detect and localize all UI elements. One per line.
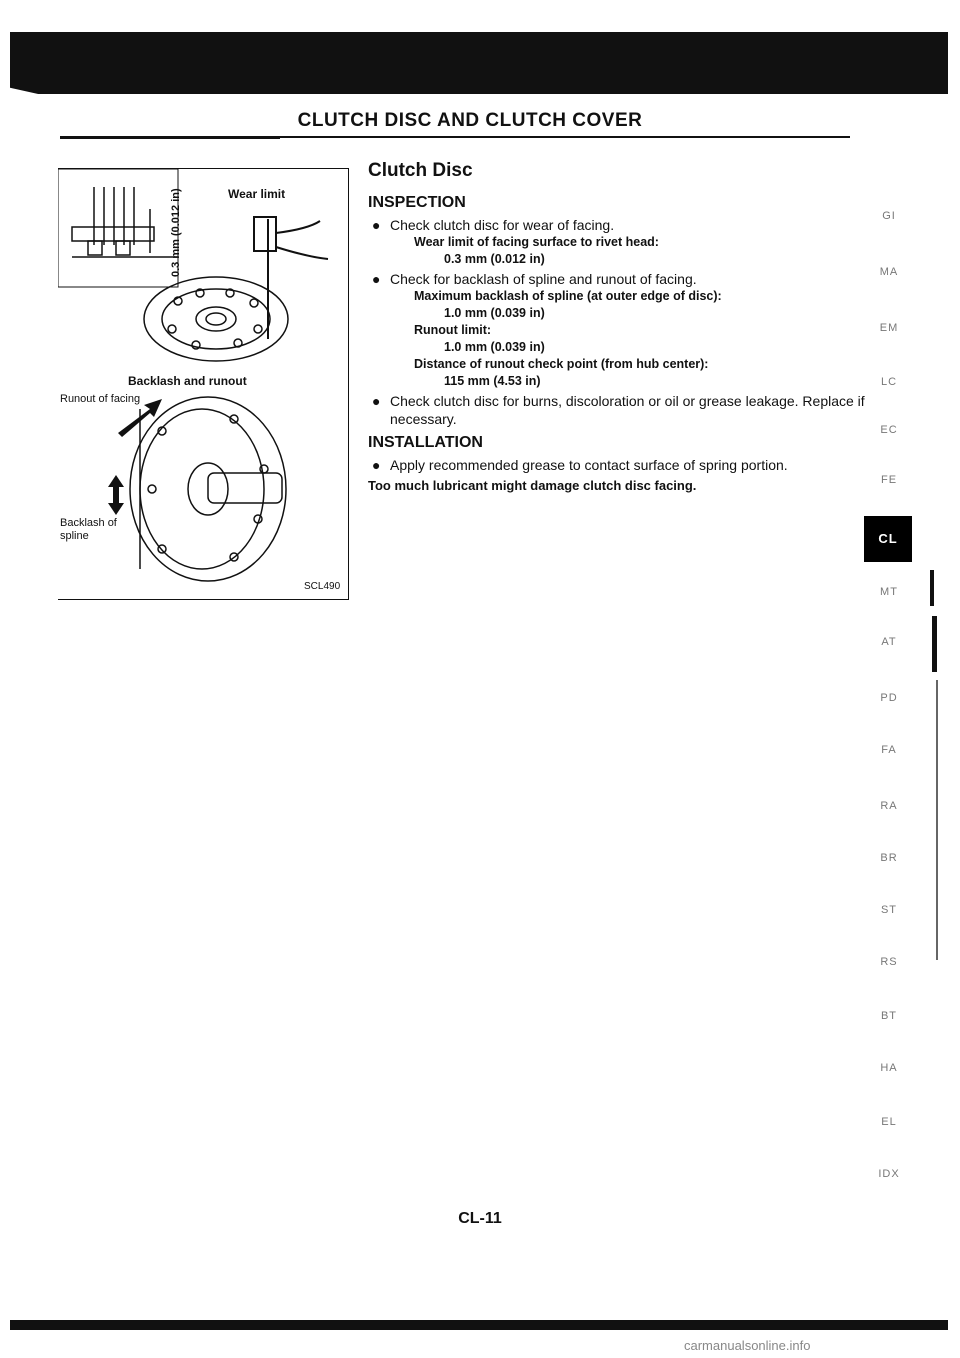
tab-ha[interactable]: HA [880, 1062, 898, 1074]
inspection-text: Check clutch disc for burns, discoloration or oil or grease leakage. Replace if necessary. [390, 393, 865, 427]
page-title: CLUTCH DISC AND CLUTCH COVER [297, 110, 643, 131]
backlash-spec-value: 1.0 mm (0.039 in) [444, 306, 545, 320]
tab-fa[interactable]: FA [881, 744, 897, 756]
tab-fe[interactable]: FE [880, 474, 898, 486]
bullet-icon: ● [372, 271, 381, 287]
tab-idx[interactable]: IDX [878, 1168, 900, 1180]
page-number: CL-11 [458, 1210, 502, 1227]
runout-limit-value: 1.0 mm (0.039 in) [444, 340, 545, 354]
inset-box [58, 169, 178, 287]
facing-measure-drawing [72, 187, 178, 257]
tab-pd[interactable]: PD [880, 692, 898, 704]
inspection-text: Check clutch disc for wear of facing. [390, 217, 615, 233]
tab-mt[interactable]: MT [880, 586, 898, 598]
inspection-item [368, 392, 868, 428]
bullet-icon: ● [372, 457, 381, 473]
bullet-icon: ● [372, 393, 381, 409]
inspection-text: Check for backlash of spline and runout of facing. [390, 271, 697, 287]
backlash-runout-label: Backlash and runout [128, 374, 247, 388]
backlash-arrow [108, 475, 124, 515]
runout-point-label: Distance of runout check point (from hub center): [414, 357, 709, 371]
inspection-heading: INSPECTION [368, 194, 466, 211]
edge-mark [930, 570, 934, 606]
clutch-disc-top-drawing [144, 277, 288, 361]
watermark: carmanualsonline.info [684, 1338, 811, 1353]
tab-br[interactable]: BR [880, 852, 898, 864]
clutch-disc-illustration [58, 168, 349, 600]
bullet-icon: ● [372, 217, 381, 233]
section-title: Clutch Disc [368, 160, 473, 181]
dimension-label: 0.3 mm (0.012 in) [170, 188, 182, 277]
inspection-item [368, 216, 868, 234]
backlash-spec-label: Maximum backlash of spline (at outer edge of disc): [414, 289, 722, 303]
tab-at[interactable]: AT [881, 636, 897, 648]
installation-heading: INSTALLATION [368, 434, 483, 451]
tab-ma[interactable]: MA [879, 266, 899, 278]
tab-ra[interactable]: RA [880, 800, 898, 812]
installation-item [368, 456, 868, 474]
caliper-drawing [254, 217, 328, 339]
backlash-of-spline-label: Backlash of [60, 517, 117, 529]
installation-text: Apply recommended grease to contact surface of spring portion. [390, 457, 788, 473]
tab-bt[interactable]: BT [880, 1010, 898, 1022]
backlash-of-spline-label-2: spline [60, 530, 89, 542]
tab-ec[interactable]: EC [880, 424, 898, 436]
wear-limit-label: Wear limit [228, 187, 286, 201]
inspection-item [368, 270, 868, 288]
tab-st[interactable]: ST [880, 904, 898, 916]
tab-gi[interactable]: GI [882, 210, 896, 222]
tab-em[interactable]: EM [879, 322, 899, 334]
installation-note: Too much lubricant might damage clutch disc facing. [368, 478, 697, 493]
tab-el[interactable]: EL [881, 1116, 897, 1128]
runout-point-value: 115 mm (4.53 in) [444, 374, 541, 388]
edge-mark [932, 616, 937, 672]
figure-id: SCL490 [304, 581, 341, 592]
clutch-disc-side-drawing [130, 397, 286, 581]
tab-cl-active[interactable]: CL [864, 516, 912, 562]
runout-of-facing-label: Runout of facing [60, 393, 141, 405]
edge-mark [936, 680, 938, 960]
tab-rs[interactable]: RS [880, 956, 898, 968]
wear-limit-spec-label: Wear limit of facing surface to rivet head: [414, 235, 659, 249]
tab-lc[interactable]: LC [880, 376, 898, 388]
runout-limit-label: Runout limit: [414, 323, 492, 337]
main-content [368, 160, 868, 493]
title-divider [60, 136, 850, 138]
wear-limit-spec-value: 0.3 mm (0.012 in) [444, 252, 545, 266]
footer-bar [10, 1320, 948, 1330]
header-banner [10, 32, 948, 94]
